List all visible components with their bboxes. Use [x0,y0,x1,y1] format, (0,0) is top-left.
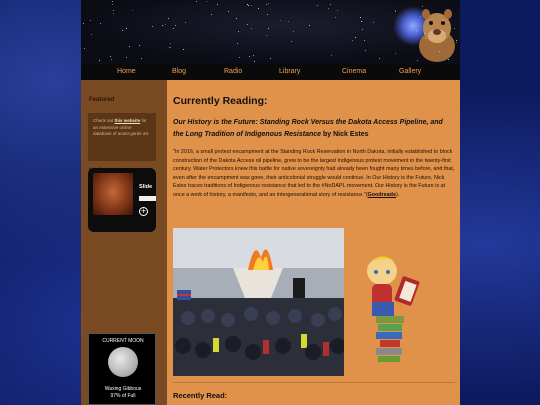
moon-icon [108,347,138,377]
nav-library[interactable]: Library [279,68,301,75]
star-dot [217,4,218,5]
star-dot [267,14,268,15]
star-dot [132,10,133,11]
star-dot [379,58,380,59]
star-dot [317,5,318,6]
slideshow-label: Slide [139,184,153,190]
slideshow-image [93,173,133,215]
star-dot [364,40,365,41]
moon-percent: 97% of Full [110,393,136,399]
book-author: by Nick Estes [321,130,369,138]
star-dot [337,10,338,11]
star-dot [251,5,252,6]
star-dot [126,57,127,58]
star-dot [335,17,336,18]
goodreads-link[interactable]: Goodreads [367,191,396,198]
star-dot [185,22,186,23]
featured-text-before: Check out [93,118,115,123]
star-dot [170,43,171,44]
star-dot [112,4,113,5]
star-dot [112,1,113,2]
slideshow-widget[interactable] [88,168,156,232]
star-dot [173,28,174,29]
star-dot [331,55,332,56]
star-dot [448,59,449,60]
standing-rock-photo [173,228,344,376]
book-quote: "In 2016, a small protest encampment at the Standing Rock Reservation in North Dakota, initially established to block construction of the Dakota Access oil pipeline, grew to be the largest Indigenous protest movement in the twenty-first century. Water Protectors knew this battle for native sovereignty had already been fought many times before, and that, even after the encampment was gone, their anticolonial struggle would continue. In Our History is the Future, Nick Estes traces traditions of Indigenous resistance that led to the #NoDAPL movement. Our History is the Future is at once a work of history, a manifesto, and an intergenerational story of resistance." [173,149,455,198]
star-dot [361,21,362,22]
site-container [81,0,460,405]
star-dot [360,17,361,18]
star-dot [99,60,100,61]
featured-box [88,113,156,161]
star-dot [416,30,417,31]
star-dot [280,20,281,21]
star-dot [456,40,457,41]
nav-home[interactable]: Home [117,68,136,75]
featured-text-after: for an extensive online database of avant-garde art. [93,118,150,136]
star-dot [293,31,294,32]
star-dot [254,61,255,62]
star-dot [238,31,239,32]
star-dot [237,43,238,44]
star-dot [328,8,329,9]
star-dot [258,8,259,9]
nav-gallery[interactable]: Gallery [399,68,422,75]
featured-link[interactable]: this website [114,118,141,123]
star-dot [266,35,267,36]
star-dot [352,40,353,41]
star-dot [91,34,92,35]
star-dot [309,25,310,26]
star-dot [422,6,423,7]
star-dot [165,24,166,25]
star-dot [247,4,248,5]
star-dot [169,47,170,48]
star-dot [211,14,212,15]
nav-cinema[interactable]: Cinema [342,68,367,75]
top-nav [81,64,460,80]
star-dot [425,38,426,39]
star-dot [83,23,84,24]
star-dot [288,21,289,22]
star-dot [110,56,111,57]
star-dot [122,30,123,31]
nav-blog[interactable]: Blog [172,68,187,75]
star-dot [228,11,229,12]
star-dot [395,53,396,54]
slideshow-add-icon[interactable]: + [140,207,147,215]
star-dot [111,59,112,60]
star-dot [373,22,374,23]
star-dot [183,49,184,50]
star-dot [129,46,130,47]
star-dot [162,25,163,26]
star-dot [141,58,142,59]
recently-read-heading: Recently Read: [173,391,228,400]
star-dot [444,32,445,33]
star-dot [439,51,440,52]
star-dot [270,58,271,59]
star-dot [251,28,252,29]
alf-mascot-image [415,6,459,62]
book-description: "In 2016, a small protest encampment at the Standing Rock Reservation in North Dakota, initially established to block construction of the Dakota Access oil pipeline, grew to be the largest Indigenous protest movement in the twenty-first century. Water Protectors knew this battle for native sovereignty had already been fought many times before, and that, even after the encampment was gone, their anticolonial struggle would continue. In Our History is the Future, Nick Estes traces traditions of Indigenous resistance that led to the #NoDAPL movement. Our History is the Future is at once a work of history, a manifesto, and an intergenerational story of resistance."(Goodreads). [173,149,455,198]
nav-radio[interactable]: Radio [224,68,243,75]
star-dot [249,56,250,57]
star-dot [266,4,267,5]
star-dot [365,50,366,51]
star-dot [170,47,171,48]
star-dot [330,4,331,5]
featured-heading: Featured [89,97,115,103]
star-dot [268,3,269,4]
star-dot [168,18,169,19]
star-dot [113,10,114,11]
star-dot [84,48,85,49]
star-dot [113,13,114,14]
book-heading [173,117,451,140]
star-dot [248,5,249,6]
star-dot [395,11,396,12]
star-dot [417,60,418,61]
star-dot [100,23,101,24]
banner [81,0,460,64]
page-title: Currently Reading: [173,95,268,107]
star-dot [247,24,248,25]
moon-widget [88,333,156,405]
star-dot [454,28,455,29]
star-dot [424,33,425,34]
star-dot [362,29,363,30]
section-divider [173,382,455,383]
moon-phase: Waxing Gibbous [104,386,142,392]
star-dot [139,45,140,46]
star-dot [236,18,237,19]
star-dot [90,20,91,21]
star-dot [239,57,240,58]
star-dot [443,20,444,21]
main-content [167,80,460,405]
star-dot [175,25,176,26]
star-dot [196,1,197,2]
slideshow-tag [139,196,156,201]
moon-title: CURRENT MOON [102,338,144,344]
star-dot [253,55,254,56]
star-dot [291,41,292,42]
star-dot [456,42,457,43]
star-dot [206,1,207,2]
star-dot [355,37,356,38]
star-dot [126,28,127,29]
book-title: Our History is the Future: Standing Rock Versus the Dakota Access Pipeline, and the Long Tradition of Indigenous Resistance [173,119,443,138]
star-dot [420,16,421,17]
star-dot [268,28,269,29]
star-dot [152,26,153,27]
reading-kid-illustration [354,246,444,371]
